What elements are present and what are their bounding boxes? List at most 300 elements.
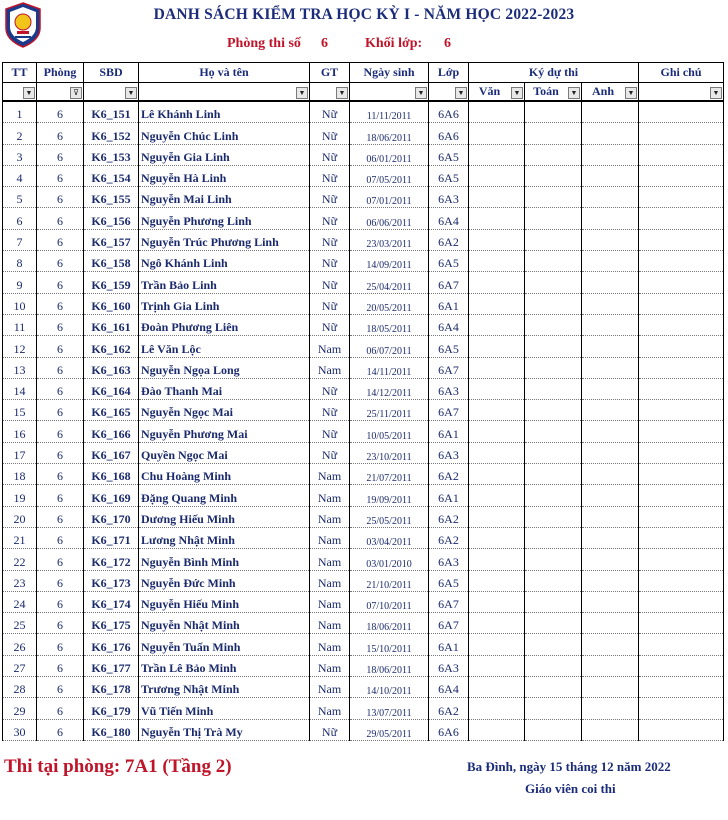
table-row	[3, 378, 724, 399]
cell-anh	[582, 251, 639, 272]
cell-van	[469, 549, 525, 570]
cell-toan	[525, 485, 582, 506]
cell-lop: 6A4	[429, 677, 469, 698]
cell-sbd: K6_176	[84, 634, 139, 655]
cell-sbd: K6_177	[84, 655, 139, 676]
table-row	[3, 357, 724, 378]
cell-dob: 20/05/2011	[350, 293, 429, 314]
cell-phong: 6	[37, 229, 84, 250]
cell-toan	[525, 165, 582, 186]
cell-gt: Nam	[310, 613, 350, 634]
cell-sbd: K6_155	[84, 187, 139, 208]
table-row	[3, 527, 724, 548]
cell-toan	[525, 208, 582, 229]
cell-name: Đào Thanh Mai	[139, 378, 310, 399]
cell-sbd: K6_178	[84, 677, 139, 698]
dropdown-arrow-icon[interactable]: ▼	[455, 87, 467, 99]
cell-lop: 6A7	[429, 591, 469, 612]
cell-name: Nguyễn Mai Linh	[139, 187, 310, 208]
student-table	[2, 62, 724, 741]
cell-tt: 21	[3, 527, 37, 548]
cell-van	[469, 144, 525, 165]
cell-van	[469, 485, 525, 506]
cell-van	[469, 719, 525, 740]
table-row	[3, 591, 724, 612]
table-row	[3, 293, 724, 314]
cell-sbd: K6_151	[84, 101, 139, 123]
cell-van	[469, 442, 525, 463]
cell-phong: 6	[37, 293, 84, 314]
cell-name: Trần Bảo Linh	[139, 272, 310, 293]
cell-sbd: K6_161	[84, 314, 139, 335]
cell-name: Đặng Quang Minh	[139, 485, 310, 506]
cell-phong: 6	[37, 634, 84, 655]
cell-dob: 14/11/2011	[350, 357, 429, 378]
cell-gt: Nam	[310, 336, 350, 357]
cell-gt: Nữ	[310, 293, 350, 314]
table-row	[3, 464, 724, 485]
cell-van	[469, 101, 525, 123]
cell-gt: Nữ	[310, 187, 350, 208]
cell-tt: 5	[3, 187, 37, 208]
cell-van	[469, 165, 525, 186]
cell-dob: 14/12/2011	[350, 378, 429, 399]
cell-note	[639, 570, 724, 591]
cell-tt: 7	[3, 229, 37, 250]
cell-toan	[525, 101, 582, 123]
cell-tt: 2	[3, 123, 37, 144]
cell-dob: 15/10/2011	[350, 634, 429, 655]
cell-note	[639, 336, 724, 357]
cell-gt: Nữ	[310, 719, 350, 740]
cell-phong: 6	[37, 400, 84, 421]
col-header-sbd: SBD	[84, 63, 139, 83]
cell-phong: 6	[37, 101, 84, 123]
cell-sbd: K6_172	[84, 549, 139, 570]
cell-anh	[582, 698, 639, 719]
cell-lop: 6A7	[429, 272, 469, 293]
cell-anh	[582, 485, 639, 506]
cell-name: Lương Nhật Minh	[139, 527, 310, 548]
cell-anh	[582, 144, 639, 165]
cell-toan	[525, 442, 582, 463]
cell-toan	[525, 229, 582, 250]
cell-van	[469, 613, 525, 634]
cell-phong: 6	[37, 677, 84, 698]
cell-sbd: K6_154	[84, 165, 139, 186]
cell-toan	[525, 357, 582, 378]
cell-van	[469, 336, 525, 357]
dropdown-arrow-icon[interactable]: ▼	[125, 87, 137, 99]
cell-tt: 24	[3, 591, 37, 612]
cell-name: Nguyễn Trúc Phương Linh	[139, 229, 310, 250]
cell-anh	[582, 400, 639, 421]
grade-label: Khối lớp:	[365, 36, 423, 51]
cell-dob: 29/05/2011	[350, 719, 429, 740]
cell-lop: 6A5	[429, 251, 469, 272]
subheader-toan: Toán	[533, 84, 559, 98]
cell-lop: 6A5	[429, 336, 469, 357]
cell-note	[639, 272, 724, 293]
cell-toan	[525, 570, 582, 591]
table-row	[3, 314, 724, 335]
cell-tt: 11	[3, 314, 37, 335]
cell-name: Trần Lê Bảo Minh	[139, 655, 310, 676]
cell-note	[639, 123, 724, 144]
cell-note	[639, 698, 724, 719]
filter-cell-name	[139, 83, 310, 102]
cell-name: Nguyễn Tuấn Minh	[139, 634, 310, 655]
cell-anh	[582, 613, 639, 634]
cell-name: Trịnh Gia Linh	[139, 293, 310, 314]
cell-gt: Nữ	[310, 314, 350, 335]
cell-dob: 23/03/2011	[350, 229, 429, 250]
cell-sbd: K6_152	[84, 123, 139, 144]
dropdown-arrow-icon[interactable]: ▼	[625, 87, 637, 99]
cell-gt: Nữ	[310, 165, 350, 186]
cell-tt: 14	[3, 378, 37, 399]
cell-note	[639, 527, 724, 548]
cell-lop: 6A5	[429, 144, 469, 165]
cell-dob: 25/04/2011	[350, 272, 429, 293]
dropdown-arrow-icon[interactable]: ▼	[568, 87, 580, 99]
cell-van	[469, 677, 525, 698]
cell-anh	[582, 314, 639, 335]
cell-toan	[525, 378, 582, 399]
cell-sbd: K6_179	[84, 698, 139, 719]
cell-name: Lê Văn Lộc	[139, 336, 310, 357]
cell-dob: 18/06/2011	[350, 613, 429, 634]
cell-lop: 6A3	[429, 549, 469, 570]
cell-gt: Nam	[310, 591, 350, 612]
cell-tt: 3	[3, 144, 37, 165]
cell-dob: 25/05/2011	[350, 506, 429, 527]
cell-gt: Nam	[310, 655, 350, 676]
cell-name: Dương Hiếu Minh	[139, 506, 310, 527]
cell-anh	[582, 123, 639, 144]
cell-phong: 6	[37, 357, 84, 378]
cell-name: Nguyễn Gia Linh	[139, 144, 310, 165]
cell-name: Ngô Khánh Linh	[139, 251, 310, 272]
cell-lop: 6A2	[429, 698, 469, 719]
cell-toan	[525, 144, 582, 165]
cell-phong: 6	[37, 187, 84, 208]
cell-van	[469, 123, 525, 144]
cell-gt: Nam	[310, 570, 350, 591]
cell-gt: Nữ	[310, 378, 350, 399]
cell-lop: 6A3	[429, 655, 469, 676]
cell-toan	[525, 677, 582, 698]
cell-phong: 6	[37, 549, 84, 570]
cell-dob: 23/10/2011	[350, 442, 429, 463]
cell-sbd: K6_153	[84, 144, 139, 165]
cell-tt: 16	[3, 421, 37, 442]
filter-cell-lop	[429, 83, 469, 102]
cell-lop: 6A5	[429, 165, 469, 186]
cell-van	[469, 464, 525, 485]
cell-sbd: K6_167	[84, 442, 139, 463]
cell-toan	[525, 591, 582, 612]
cell-note	[639, 165, 724, 186]
cell-phong: 6	[37, 314, 84, 335]
cell-anh	[582, 165, 639, 186]
dropdown-arrow-icon[interactable]: ▼	[23, 87, 35, 99]
cell-van	[469, 208, 525, 229]
cell-gt: Nam	[310, 357, 350, 378]
cell-tt: 30	[3, 719, 37, 740]
cell-note	[639, 293, 724, 314]
table-row	[3, 677, 724, 698]
cell-sbd: K6_162	[84, 336, 139, 357]
cell-anh	[582, 570, 639, 591]
cell-note	[639, 144, 724, 165]
cell-lop: 6A3	[429, 187, 469, 208]
cell-toan	[525, 187, 582, 208]
cell-tt: 27	[3, 655, 37, 676]
cell-gt: Nam	[310, 698, 350, 719]
cell-note	[639, 464, 724, 485]
cell-anh	[582, 464, 639, 485]
table-row	[3, 549, 724, 570]
cell-tt: 6	[3, 208, 37, 229]
filter-cell-sbd	[84, 83, 139, 102]
cell-gt: Nữ	[310, 123, 350, 144]
table-row	[3, 655, 724, 676]
table-row	[3, 229, 724, 250]
cell-tt: 9	[3, 272, 37, 293]
cell-note	[639, 655, 724, 676]
cell-dob: 06/07/2011	[350, 336, 429, 357]
cell-gt: Nam	[310, 549, 350, 570]
cell-name: Nguyễn Phương Linh	[139, 208, 310, 229]
cell-phong: 6	[37, 336, 84, 357]
table-row	[3, 698, 724, 719]
filter-cell-tt	[3, 83, 37, 102]
cell-dob: 11/11/2011	[350, 101, 429, 123]
cell-tt: 15	[3, 400, 37, 421]
cell-tt: 18	[3, 464, 37, 485]
cell-anh	[582, 101, 639, 123]
col-header-phong: Phòng	[37, 63, 84, 83]
cell-toan	[525, 272, 582, 293]
cell-gt: Nữ	[310, 229, 350, 250]
cell-van	[469, 527, 525, 548]
cell-lop: 6A6	[429, 101, 469, 123]
cell-dob: 13/07/2011	[350, 698, 429, 719]
cell-van	[469, 229, 525, 250]
cell-lop: 6A1	[429, 634, 469, 655]
cell-van	[469, 357, 525, 378]
filter-cell-note	[639, 83, 724, 102]
table-row	[3, 506, 724, 527]
cell-van	[469, 400, 525, 421]
dropdown-arrow-icon[interactable]: ▼	[296, 87, 308, 99]
cell-dob: 25/11/2011	[350, 400, 429, 421]
cell-phong: 6	[37, 378, 84, 399]
cell-phong: 6	[37, 165, 84, 186]
dropdown-arrow-icon[interactable]: ▼	[415, 87, 427, 99]
cell-lop: 6A6	[429, 719, 469, 740]
cell-gt: Nam	[310, 485, 350, 506]
cell-dob: 14/09/2011	[350, 251, 429, 272]
cell-sbd: K6_168	[84, 464, 139, 485]
filter-active-icon[interactable]: ⊽	[70, 87, 82, 99]
cell-phong: 6	[37, 208, 84, 229]
cell-phong: 6	[37, 123, 84, 144]
cell-sbd: K6_165	[84, 400, 139, 421]
col-header-name: Họ và tên	[139, 63, 310, 83]
cell-van	[469, 421, 525, 442]
cell-lop: 6A6	[429, 123, 469, 144]
cell-phong: 6	[37, 719, 84, 740]
table-row	[3, 421, 724, 442]
table-row	[3, 570, 724, 591]
cell-name: Lê Khánh Linh	[139, 101, 310, 123]
cell-gt: Nữ	[310, 208, 350, 229]
cell-anh	[582, 677, 639, 698]
cell-anh	[582, 442, 639, 463]
cell-sbd: K6_175	[84, 613, 139, 634]
cell-toan	[525, 314, 582, 335]
cell-lop: 6A2	[429, 506, 469, 527]
dropdown-arrow-icon[interactable]: ▼	[511, 87, 523, 99]
cell-gt: Nam	[310, 634, 350, 655]
col-header-dob: Ngày sinh	[350, 63, 429, 83]
cell-van	[469, 655, 525, 676]
cell-gt: Nam	[310, 506, 350, 527]
cell-van	[469, 187, 525, 208]
cell-name: Nguyễn Chúc Linh	[139, 123, 310, 144]
cell-name: Đoàn Phương Liên	[139, 314, 310, 335]
filter-cell-toan	[525, 83, 582, 102]
cell-dob: 10/05/2011	[350, 421, 429, 442]
cell-note	[639, 506, 724, 527]
cell-sbd: K6_158	[84, 251, 139, 272]
cell-note	[639, 208, 724, 229]
cell-sbd: K6_171	[84, 527, 139, 548]
cell-lop: 6A4	[429, 314, 469, 335]
grade-value: 6	[444, 36, 451, 51]
cell-van	[469, 314, 525, 335]
cell-name: Nguyễn Thị Trà My	[139, 719, 310, 740]
cell-phong: 6	[37, 442, 84, 463]
cell-van	[469, 293, 525, 314]
table-row	[3, 442, 724, 463]
cell-dob: 18/05/2011	[350, 314, 429, 335]
table-row	[3, 251, 724, 272]
cell-phong: 6	[37, 698, 84, 719]
cell-toan	[525, 613, 582, 634]
subheader-van: Văn	[478, 84, 501, 98]
cell-sbd: K6_160	[84, 293, 139, 314]
cell-name: Nguyễn Hiếu Minh	[139, 591, 310, 612]
cell-tt: 25	[3, 613, 37, 634]
cell-sbd: K6_170	[84, 506, 139, 527]
col-header-lop: Lớp	[429, 63, 469, 83]
filter-cell-van	[469, 83, 525, 102]
cell-gt: Nữ	[310, 272, 350, 293]
cell-note	[639, 251, 724, 272]
cell-tt: 22	[3, 549, 37, 570]
cell-sbd: K6_174	[84, 591, 139, 612]
cell-anh	[582, 591, 639, 612]
cell-phong: 6	[37, 144, 84, 165]
cell-dob: 03/01/2010	[350, 549, 429, 570]
cell-lop: 6A7	[429, 357, 469, 378]
cell-toan	[525, 464, 582, 485]
cell-anh	[582, 549, 639, 570]
cell-anh	[582, 336, 639, 357]
cell-gt: Nam	[310, 464, 350, 485]
cell-name: Chu Hoàng Minh	[139, 464, 310, 485]
cell-phong: 6	[37, 613, 84, 634]
cell-dob: 18/06/2011	[350, 655, 429, 676]
cell-toan	[525, 123, 582, 144]
cell-name: Nguyễn Ngọc Mai	[139, 400, 310, 421]
cell-phong: 6	[37, 655, 84, 676]
cell-note	[639, 549, 724, 570]
cell-dob: 07/10/2011	[350, 591, 429, 612]
cell-toan	[525, 549, 582, 570]
cell-note	[639, 719, 724, 740]
cell-gt: Nam	[310, 677, 350, 698]
cell-sbd: K6_180	[84, 719, 139, 740]
cell-phong: 6	[37, 272, 84, 293]
cell-lop: 6A3	[429, 442, 469, 463]
cell-lop: 6A2	[429, 527, 469, 548]
cell-gt: Nam	[310, 527, 350, 548]
cell-toan	[525, 251, 582, 272]
cell-note	[639, 485, 724, 506]
subheader-anh: Anh	[591, 84, 614, 98]
filter-cell-phong	[37, 83, 84, 102]
cell-lop: 6A1	[429, 485, 469, 506]
cell-anh	[582, 229, 639, 250]
cell-gt: Nữ	[310, 421, 350, 442]
table-row	[3, 187, 724, 208]
cell-tt: 13	[3, 357, 37, 378]
cell-name: Vũ Tiến Minh	[139, 698, 310, 719]
cell-gt: Nữ	[310, 442, 350, 463]
col-header-ky-du-thi: Ký dự thi	[469, 63, 639, 83]
dropdown-arrow-icon[interactable]: ▼	[336, 87, 348, 99]
cell-toan	[525, 400, 582, 421]
cell-note	[639, 357, 724, 378]
cell-sbd: K6_169	[84, 485, 139, 506]
cell-name: Nguyễn Ngọa Long	[139, 357, 310, 378]
cell-phong: 6	[37, 506, 84, 527]
cell-dob: 18/06/2011	[350, 123, 429, 144]
cell-anh	[582, 378, 639, 399]
table-row	[3, 400, 724, 421]
cell-lop: 6A1	[429, 293, 469, 314]
cell-tt: 12	[3, 336, 37, 357]
dropdown-arrow-icon[interactable]: ▼	[710, 87, 722, 99]
cell-phong: 6	[37, 421, 84, 442]
cell-dob: 19/09/2011	[350, 485, 429, 506]
cell-anh	[582, 357, 639, 378]
cell-van	[469, 591, 525, 612]
page-title: DANH SÁCH KIỂM TRA HỌC KỲ I - NĂM HỌC 2022-2023	[153, 6, 575, 23]
cell-phong: 6	[37, 570, 84, 591]
table-row	[3, 719, 724, 740]
cell-toan	[525, 336, 582, 357]
cell-name: Nguyễn Đức Minh	[139, 570, 310, 591]
room-label: Phòng thi số	[227, 36, 301, 51]
cell-sbd: K6_159	[84, 272, 139, 293]
cell-anh	[582, 208, 639, 229]
cell-van	[469, 570, 525, 591]
